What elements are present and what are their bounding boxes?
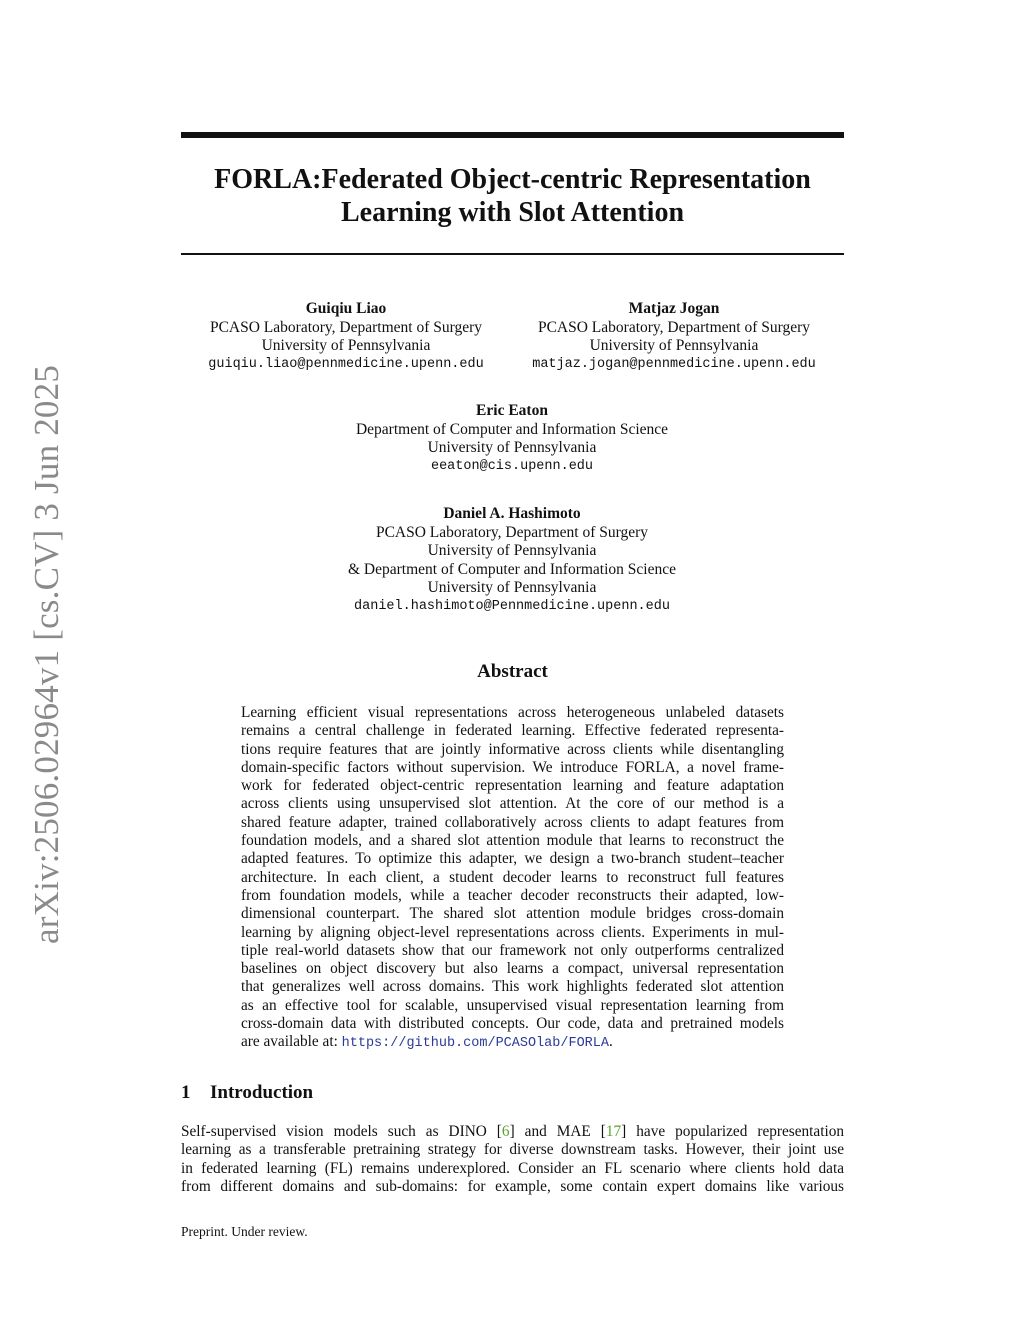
- title-bottom-rule: [181, 253, 844, 255]
- abstract-line: foundation models, and a shared slot attention module that learns to reconstruct the: [241, 832, 784, 850]
- section-title: Introduction: [210, 1082, 314, 1103]
- section-heading-introduction: [181, 1082, 313, 1104]
- author-name: Daniel A. Hashimoto: [443, 505, 581, 522]
- author-affiliation: University of Pennsylvania: [427, 542, 597, 559]
- abstract-line: from foundation models, while a teacher decoder reconstructs their adapted, low-: [241, 886, 784, 904]
- author-email[interactable]: daniel.hashimoto@Pennmedicine.upenn.edu: [354, 598, 670, 614]
- abstract-line: shared feature adapter, trained collaboratively across clients to adapt features from: [241, 813, 784, 831]
- section-number: 1: [181, 1082, 191, 1103]
- abstract-line: tiple real-world datasets show that our framework not only outperforms centralized: [241, 941, 784, 959]
- author-affiliation: University of Pennsylvania: [427, 439, 597, 456]
- abstract-line: that generalizes well across domains. This work highlights federated slot attention: [241, 978, 784, 996]
- citation-link[interactable]: 17: [605, 1123, 622, 1140]
- author-affiliation: PCASO Laboratory, Department of Surgery: [375, 523, 649, 541]
- title-line-1: FORLA:Federated Object-centric Representation: [214, 164, 811, 195]
- abstract-line: baselines on object discovery but also learns a compact, universal representation: [241, 960, 784, 978]
- abstract-line: as an effective tool for scalable, unsupervised visual representation learning from: [241, 996, 784, 1014]
- abstract-last-line-prefix: are available at:: [241, 1033, 342, 1051]
- abstract-line: remains a central challenge in federated learning. Effective federated representa-: [241, 722, 784, 740]
- author-email[interactable]: guiqiu.liao@pennmedicine.upenn.edu: [208, 356, 484, 372]
- abstract-line: tions require features that are jointly informative across clients while disentangling: [241, 740, 784, 758]
- abstract-last-line: [241, 1033, 784, 1053]
- author-name: Matjaz Jogan: [628, 300, 720, 317]
- author-affiliation: University of Pennsylvania: [261, 337, 431, 354]
- author-block-liao: [181, 300, 511, 374]
- intro-line: in federated learning (FL) remains underexplored. Consider an FL scenario where clients hold data: [181, 1159, 844, 1177]
- abstract-line: cross-domain data with distributed concepts. Our code, data and pretrained models: [241, 1015, 784, 1033]
- arxiv-identifier-stamp: arXiv:2506.02964v1 [cs.CV] 3 Jun 2025: [27, 364, 66, 944]
- title-line-2: Learning with Slot Attention: [340, 197, 685, 228]
- paper-title: [181, 163, 844, 229]
- author-name: Guiqiu Liao: [305, 300, 387, 317]
- abstract-line: across clients using unsupervised slot attention. At the core of our method is a: [241, 795, 784, 813]
- author-email[interactable]: eeaton@cis.upenn.edu: [430, 458, 594, 474]
- abstract-body: [241, 704, 784, 1054]
- author-affiliation: University of Pennsylvania: [427, 579, 597, 596]
- intro-text: ] and MAE [: [509, 1123, 606, 1140]
- author-affiliation: PCASO Laboratory, Department of Surgery: [537, 318, 811, 336]
- intro-line: learning as a transferable pretraining strategy for diverse downstream tasks. However, their joint use: [181, 1141, 844, 1159]
- abstract-line: domain-specific factors without supervision. We introduce FORLA, a novel frame-: [241, 758, 784, 776]
- preprint-footnote: Preprint. Under review.: [181, 1224, 308, 1239]
- code-repository-link[interactable]: https://github.com/PCASOlab/FORLA: [341, 1036, 609, 1052]
- abstract-last-line-suffix: .: [608, 1033, 613, 1051]
- author-block-eaton: [261, 402, 763, 476]
- abstract-line: work for federated object-centric representation learning and feature adaptation: [241, 777, 784, 795]
- abstract-line: dimensional counterpart. The shared slot attention module bridges cross-domain: [241, 905, 784, 923]
- author-name: Eric Eaton: [476, 402, 548, 419]
- abstract-line: learning by aligning object-level representations across clients. Experiments in mul-: [241, 923, 784, 941]
- author-block-hashimoto: [261, 505, 763, 616]
- intro-line: from different domains and sub-domains: for example, some contain expert domains like various: [181, 1177, 844, 1195]
- abstract-line: adapted features. To optimize this adapter, we design a two-branch student–teacher: [241, 850, 784, 868]
- author-email[interactable]: matjaz.jogan@pennmedicine.upenn.edu: [532, 356, 816, 372]
- author-block-jogan: [508, 300, 840, 374]
- abstract-line: architecture. In each client, a student decoder learns to reconstruct full features: [241, 868, 784, 886]
- intro-line: [181, 1123, 844, 1141]
- abstract-heading: Abstract: [477, 661, 548, 682]
- intro-text: Self-supervised vision models such as DINO [: [181, 1123, 502, 1140]
- author-affiliation: PCASO Laboratory, Department of Surgery: [209, 318, 483, 336]
- author-affiliation: University of Pennsylvania: [589, 337, 759, 354]
- citation-link[interactable]: 6: [501, 1123, 510, 1140]
- title-top-rule: [181, 132, 844, 138]
- abstract-line: Learning efficient visual representations across heterogeneous unlabeled datasets: [241, 704, 784, 721]
- intro-text: ] have popularized representation: [621, 1123, 844, 1140]
- author-affiliation: Department of Computer and Information Science: [355, 420, 669, 438]
- author-affiliation: & Department of Computer and Information Science: [348, 560, 676, 578]
- introduction-body: [181, 1123, 844, 1196]
